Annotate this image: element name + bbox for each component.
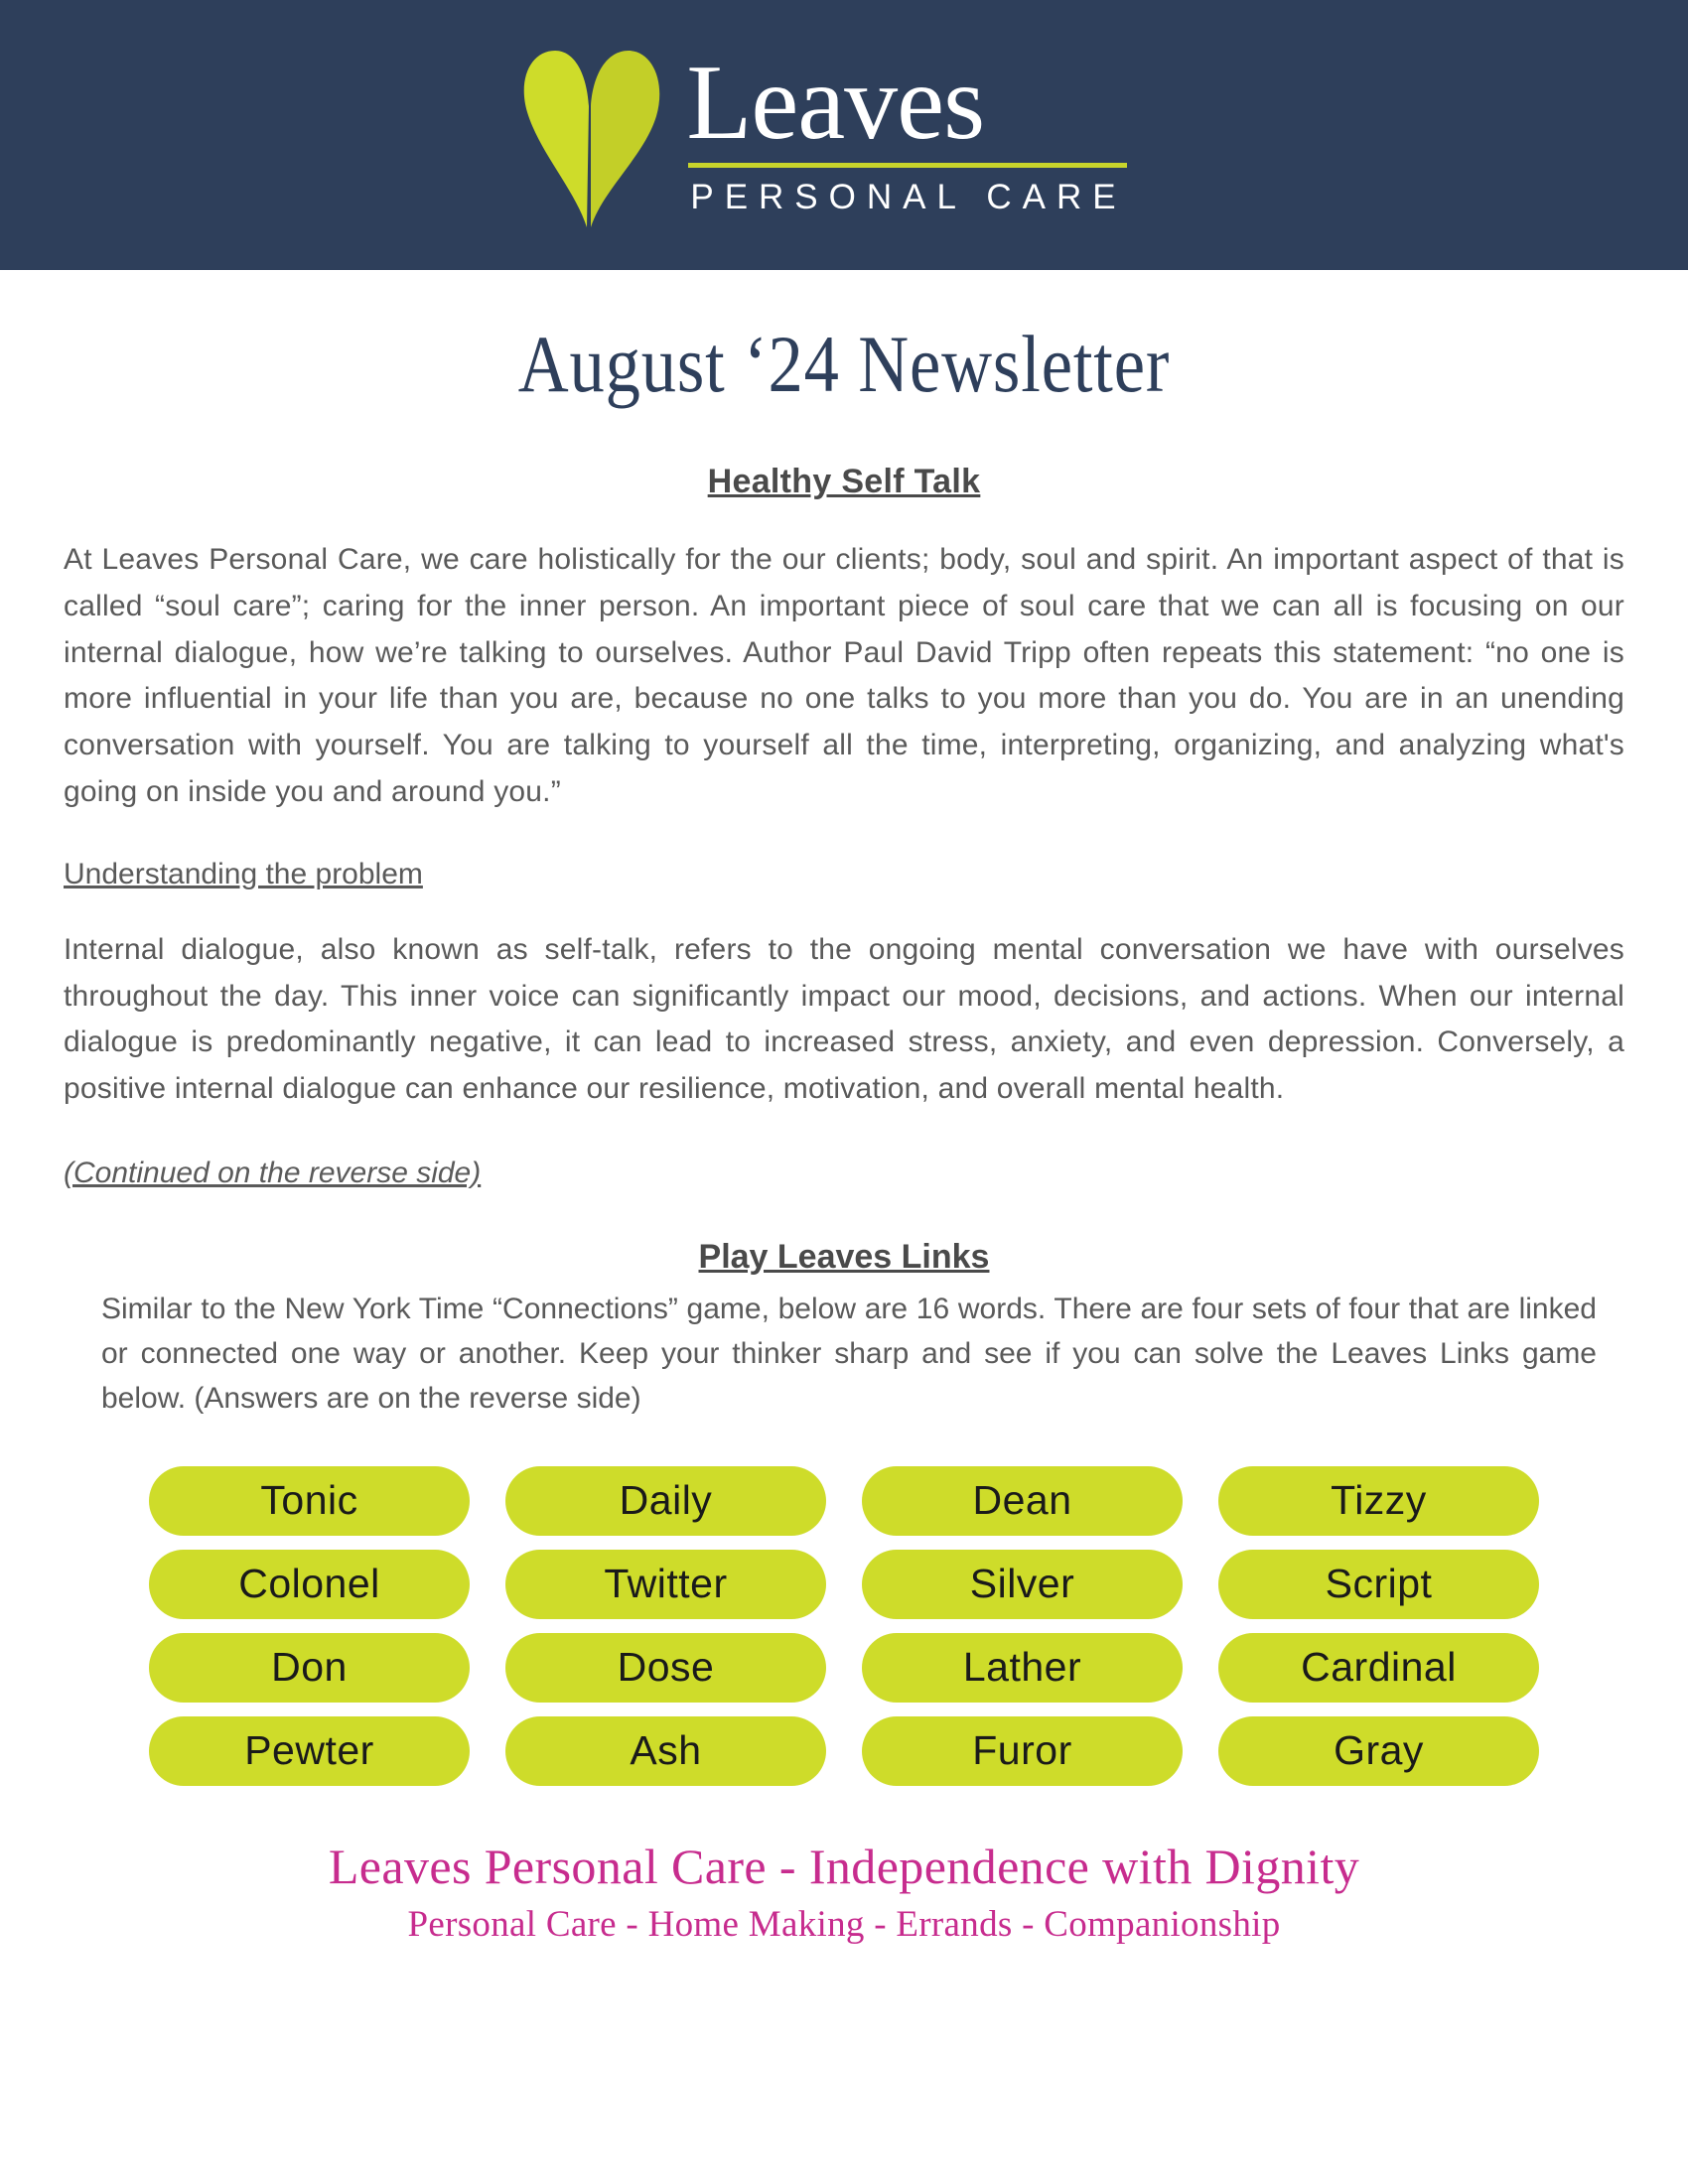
article-sub-heading: Understanding the problem bbox=[64, 857, 423, 890]
continued-note: (Continued on the reverse side) bbox=[64, 1156, 482, 1189]
word-pill[interactable]: Lather bbox=[862, 1633, 1183, 1703]
word-pill[interactable]: Twitter bbox=[505, 1550, 826, 1619]
leaves-heart-logo-icon bbox=[517, 41, 666, 229]
word-pill[interactable]: Cardinal bbox=[1218, 1633, 1539, 1703]
leaves-links-word-grid bbox=[149, 1466, 1539, 1786]
logo-lockup bbox=[517, 41, 1126, 229]
word-pill[interactable]: Colonel bbox=[149, 1550, 470, 1619]
article-paragraph-2: Internal dialogue, also known as self-talk, refers to the ongoing mental conversation we have with ourselves throughout the day. This inner voice can significantly impact our mood, decisions, and actions. When our internal dialogue is predominantly negative, it can lead to increased stress, anxiety, and even depression. Conversely, a positive internal dialogue can enhance our resilience, motivation, and overall mental health. bbox=[64, 932, 1624, 1106]
word-pill[interactable]: Pewter bbox=[149, 1716, 470, 1786]
game-heading: Play Leaves Links bbox=[698, 1237, 990, 1276]
article-heading: Healthy Self Talk bbox=[707, 463, 981, 500]
logo-tagline: PERSONAL CARE bbox=[690, 177, 1127, 216]
word-pill[interactable]: Tizzy bbox=[1218, 1466, 1539, 1536]
word-pill[interactable]: Daily bbox=[505, 1466, 826, 1536]
footer-tagline: Leaves Personal Care - Independence with Dignity bbox=[328, 1838, 1360, 1894]
word-pill[interactable]: Script bbox=[1218, 1550, 1539, 1619]
word-pill[interactable]: Tonic bbox=[149, 1466, 470, 1536]
footer-services: Personal Care - Home Making - Errands - Companionship bbox=[407, 1903, 1281, 1945]
logo-wordmark: Leaves bbox=[686, 44, 985, 163]
page-title: August ‘24 Newsletter bbox=[517, 319, 1171, 409]
word-pill[interactable]: Don bbox=[149, 1633, 470, 1703]
brand-header-band bbox=[0, 0, 1688, 270]
page-footer bbox=[64, 1838, 1624, 1946]
game-intro-text: Similar to the New York Time “Connections” game, below are 16 words. There are four sets of four that are linked or connected one way or another. Keep your thinker sharp and see if you can solve the Leaves Links game below. (Answers are on the reverse side) bbox=[101, 1292, 1597, 1415]
article-paragraph-1: At Leaves Personal Care, we care holistically for the our clients; body, soul and spirit. An important aspect of that is called “soul care”; caring for the inner person. An important piece of soul care that we can all is focusing on our internal dialogue, how we’re talking to ourselves. Author Paul David Tripp often repeats this statement: “no one is more influential in your life than you are, because no one talks to you more than you do. You are in an unending conversation with yourself. You are talking to yourself all the time, interpreting, organizing, and analyzing what's going on inside you and around you.” bbox=[64, 543, 1624, 808]
word-pill[interactable]: Ash bbox=[505, 1716, 826, 1786]
word-pill[interactable]: Silver bbox=[862, 1550, 1183, 1619]
word-pill[interactable]: Gray bbox=[1218, 1716, 1539, 1786]
logo-text-block bbox=[684, 44, 1127, 217]
logo-divider-rule bbox=[688, 163, 1126, 168]
word-pill[interactable]: Dean bbox=[862, 1466, 1183, 1536]
word-pill[interactable]: Furor bbox=[862, 1716, 1183, 1786]
word-pill[interactable]: Dose bbox=[505, 1633, 826, 1703]
newsletter-page bbox=[0, 318, 1688, 1946]
